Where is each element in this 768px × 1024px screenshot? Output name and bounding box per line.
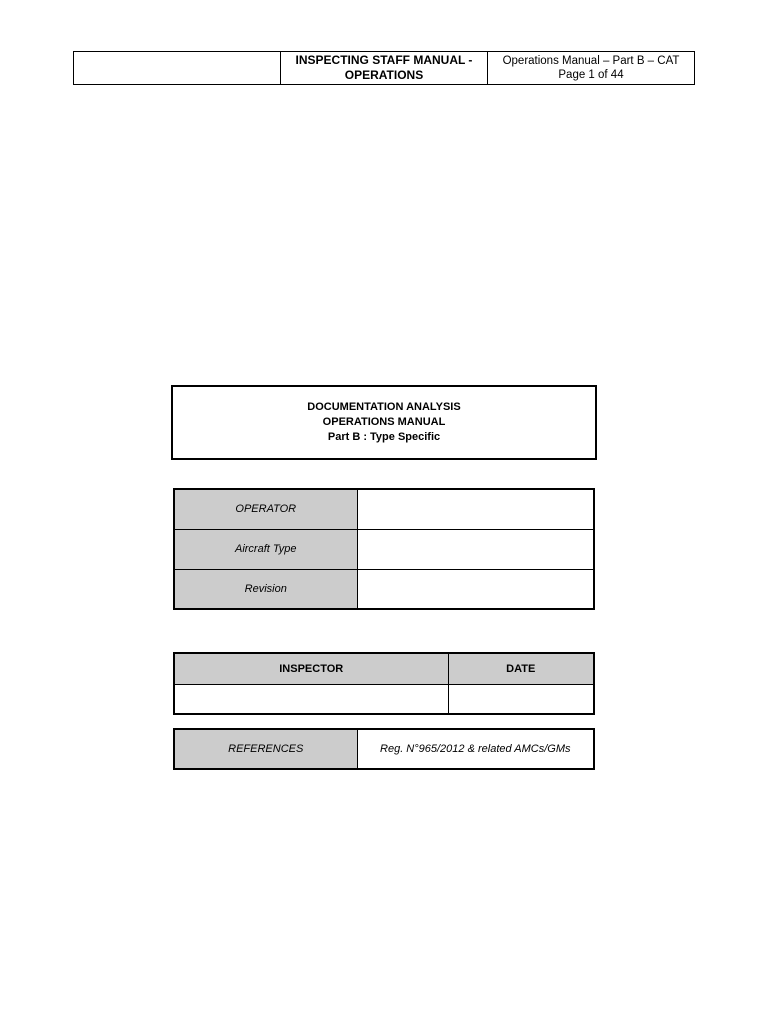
title-line-2: OPERATIONS MANUAL [322,416,446,428]
aircraft-type-label: Aircraft Type [174,529,357,569]
operator-info-table [173,488,595,610]
date-value-field[interactable] [448,684,594,714]
references-label: REFERENCES [174,729,357,769]
table-row [174,489,594,529]
revision-value-field[interactable] [357,569,594,609]
header-title-line1: INSPECTING STAFF MANUAL - [295,53,473,67]
header-doc-reference [488,52,694,84]
revision-label: Revision [174,569,357,609]
operator-label: OPERATOR [174,489,357,529]
title-line-3: Part B : Type Specific [327,431,441,443]
inspector-value-field[interactable] [174,684,448,714]
page-header [73,51,695,85]
table-header-row [174,653,594,684]
header-page-info: Page 1 of 44 [558,69,624,81]
inspector-header: INSPECTOR [174,653,448,684]
document-title-box [171,385,597,460]
table-row [174,529,594,569]
table-row [174,684,594,714]
header-doc-ref: Operations Manual – Part B – CAT [502,55,680,67]
header-title-line2: OPERATIONS [344,68,424,82]
table-row [174,729,594,769]
references-table [173,728,595,770]
inspector-table [173,652,595,715]
header-title [281,52,488,84]
header-logo-cell [74,52,281,84]
operator-value-field[interactable] [357,489,594,529]
references-value: Reg. N°965/2012 & related AMCs/GMs [357,729,594,769]
table-row [174,569,594,609]
date-header: DATE [448,653,594,684]
title-line-1: DOCUMENTATION ANALYSIS [307,401,461,413]
aircraft-type-value-field[interactable] [357,529,594,569]
